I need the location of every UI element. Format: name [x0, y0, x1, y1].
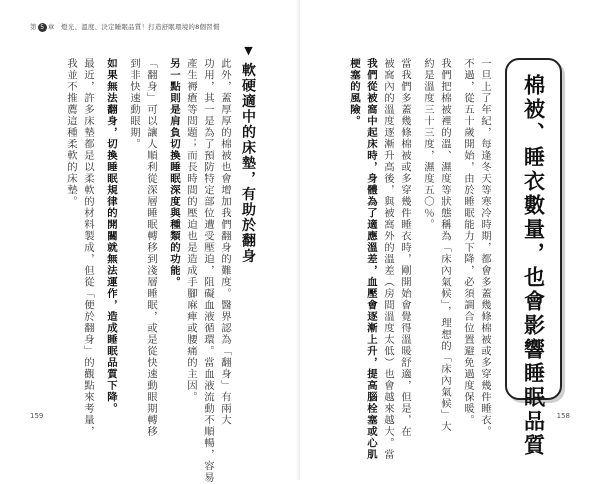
running-head-pre: 第 [30, 23, 37, 31]
subheading-text: 軟硬適中的床墊，有助於翻身 [240, 62, 256, 264]
body-column: 一旦上了年紀，每逢冬天等寒冷時期，都會多蓋幾條棉被或多穿幾件睡衣。 [479, 58, 491, 438]
body-column: 產生褥瘡等問題；而長時間的壓迫也是造成手腳麻痺或腰痛的主因。 [185, 58, 197, 403]
section-title: 棉被、睡衣數量，也會影響睡眠品質 [521, 74, 546, 458]
body-column-emphasis: 如果無法翻身，切換睡眠規律的開關就無法運作，造成睡眠品質下降。 [105, 58, 117, 415]
running-head-title: 章 燈光、溫度、決定睡眠品質！打造舒眠環境的8個習慣 [47, 23, 220, 31]
body-column: 「翻身」可以讓人順利從深層睡眠轉移到淺層睡眠，或是從快速動眼期轉移 [145, 58, 157, 438]
body-column: 我們把棉被裡的溫、濕度等狀態稱為「床內氣候」，理想的「床內氣候」大 [439, 58, 451, 433]
body-column-emphasis: 另一點則是肩負切換睡眠深度與種類的功能。 [168, 58, 180, 288]
body-column: 功用，其一是為了預防特定部位遭受壓迫，阻礙血液循環。當血液流動不順暢，容易 [202, 58, 214, 484]
section-title-box [505, 58, 562, 458]
body-column-emphasis: 梗塞的風險。 [348, 58, 360, 127]
page-number: 158 [556, 412, 570, 420]
running-head [30, 22, 220, 32]
body-column: 不過，從五十歲開始，由於睡眠能力下降，必須調合位置避免過度保暖。 [462, 58, 474, 426]
triangle-marker-icon: ▼ [242, 44, 255, 59]
chapter-number-badge: 5 [38, 23, 47, 32]
right-page [300, 0, 600, 480]
body-column: 我並不推薦這種柔軟的床墊。 [65, 58, 77, 208]
section-subheading [238, 44, 258, 264]
body-column: 到非快速動眼期。 [128, 58, 140, 150]
body-column: 此外，蓋厚厚的棉被也會增加我們翻身的難度。醫界認為「翻身」有兩大 [219, 58, 231, 426]
body-column: 最近，許多床墊都是以柔軟的材料製成，但從「便於翻身」的觀點來考量， [82, 58, 94, 438]
body-column: 約是溫度三十三度，濕度五〇％。 [422, 58, 434, 231]
body-column: 當我們多蓋幾條棉被或多穿幾件睡衣時，剛開始會覺得溫暖舒適，但是，在 [399, 58, 411, 438]
body-column: 被窩內的溫度逐漸升高後，與被窩外的溫差（房間溫度太低）也會越來越大。當 [382, 58, 394, 461]
body-column-emphasis: 我們從被窩中起床時，身體為了適應溫差，血壓會逐漸上升，提高腦栓塞或心肌 [365, 58, 377, 461]
page-number: 159 [30, 412, 44, 420]
